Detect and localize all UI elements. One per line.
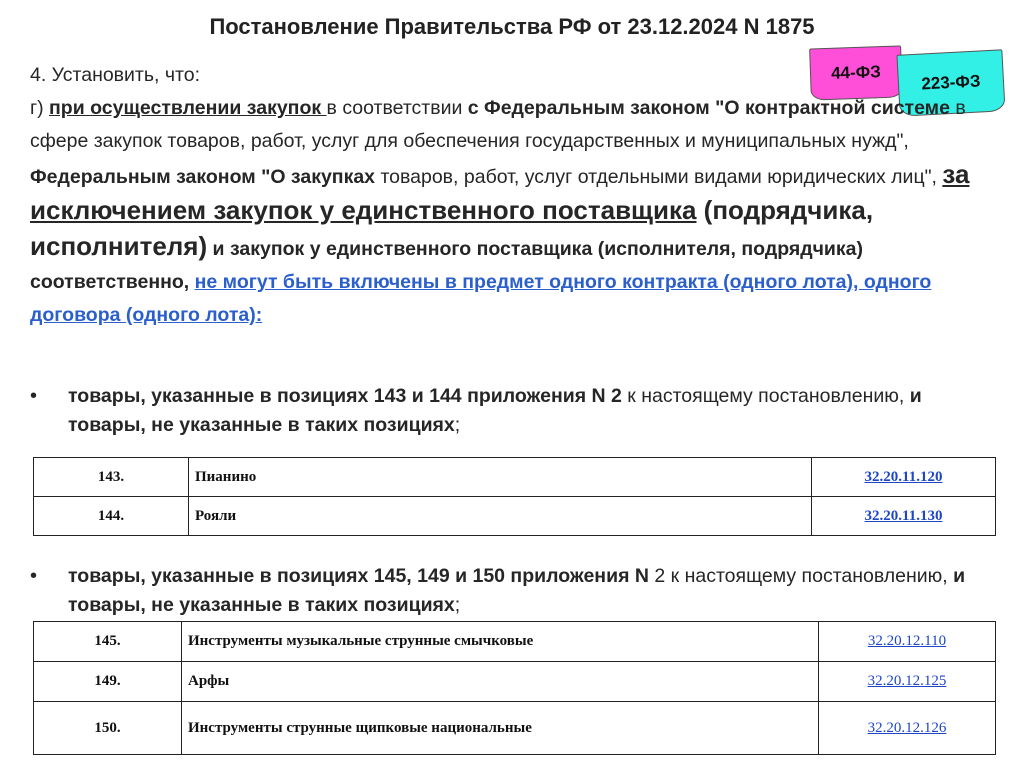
bullet-icon: • — [30, 565, 38, 587]
bullet-icon: • — [30, 385, 38, 407]
row-number: 149. — [34, 662, 182, 702]
row-code-cell — [819, 622, 996, 662]
para-text-1: в соответствии — [326, 97, 468, 119]
bullet2-text-1: 2 к настоящему постановлению, — [648, 565, 954, 587]
table-row — [34, 458, 996, 497]
bullet2-text-2: ; — [454, 594, 461, 616]
bullet-item-1 — [30, 382, 1000, 440]
bullet2-bold-2: и товары, не указанные в таких позициях — [68, 565, 966, 616]
para-big-2: (подрядчика, исполнителя) — [30, 195, 874, 261]
row-code-cell — [812, 497, 996, 536]
bullet1-text-2: ; — [454, 414, 461, 436]
row-code-cell — [819, 702, 996, 755]
table-row — [34, 622, 996, 662]
badge-223-fz-label: 223-ФЗ — [920, 71, 982, 94]
para-underlined: при осуществлении закупок — [49, 97, 327, 119]
table-positions-145-149-150 — [33, 621, 996, 755]
okpd-code-link[interactable]: 32.20.11.130 — [864, 507, 943, 524]
bullet2-bold-1: товары, указанные в позициях 145, 149 и 150 приложения N — [68, 565, 649, 587]
table-row — [34, 497, 996, 536]
badge-44-fz-label: 44-ФЗ — [830, 62, 882, 83]
row-name: Пианино — [189, 458, 812, 497]
para-text-2: в сфере закупок товаров, работ, услуг для обеспечения государственных и муниципальных нужд", — [30, 97, 966, 152]
para-bold-2: Федеральным законом "О закупках — [30, 166, 376, 188]
row-number: 144. — [34, 497, 189, 536]
page-title: Постановление Правительства РФ от 23.12.2024 N 1875 — [209, 14, 815, 39]
row-number: 143. — [34, 458, 189, 497]
okpd-code-link[interactable]: 32.20.12.126 — [867, 719, 947, 736]
para-text-3: товаров, работ, услуг отдельными видами юридических лиц", — [375, 166, 943, 188]
bullet1-bold-1: товары, указанные в позициях 143 и 144 приложения N 2 — [68, 385, 622, 407]
row-code-cell — [819, 662, 996, 702]
para-link[interactable]: не могут быть включены в предмет одного контракта (одного лота), одного договора (одного лота): — [30, 271, 932, 326]
table-positions-143-144 — [33, 457, 996, 536]
bullet-item-2 — [30, 562, 1000, 620]
okpd-code-link[interactable]: 32.20.11.120 — [864, 468, 943, 485]
bullet1-text-1: к настоящему постановлению, — [621, 385, 910, 407]
row-name: Инструменты музыкальные струнные смычковые — [182, 622, 819, 662]
okpd-code-link[interactable]: 32.20.12.110 — [867, 633, 947, 649]
row-name: Инструменты струнные щипковые национальные — [182, 702, 819, 755]
intro-paragraph — [30, 92, 1010, 332]
para-prefix: г) — [30, 97, 50, 119]
row-name: Рояли — [189, 497, 812, 536]
row-code-cell — [812, 458, 996, 497]
intro-line: 4. Установить, что: — [30, 64, 200, 86]
okpd-code-link[interactable]: 32.20.12.125 — [867, 673, 947, 689]
row-name: Арфы — [182, 662, 819, 702]
para-big-1: за исключением закупок у единственного поставщика — [30, 159, 970, 225]
para-bold-3: и закупок у единственного поставщика (исполнителя, подрядчика) соответственно, — [30, 238, 864, 293]
row-number: 150. — [34, 702, 182, 755]
row-number: 145. — [34, 622, 182, 662]
table-row — [34, 702, 996, 755]
para-bold-1: с Федеральным законом "О контрактной системе — [467, 97, 950, 119]
table-row — [34, 662, 996, 702]
bullet1-bold-2: и товары, не указанные в таких позициях — [68, 385, 922, 436]
